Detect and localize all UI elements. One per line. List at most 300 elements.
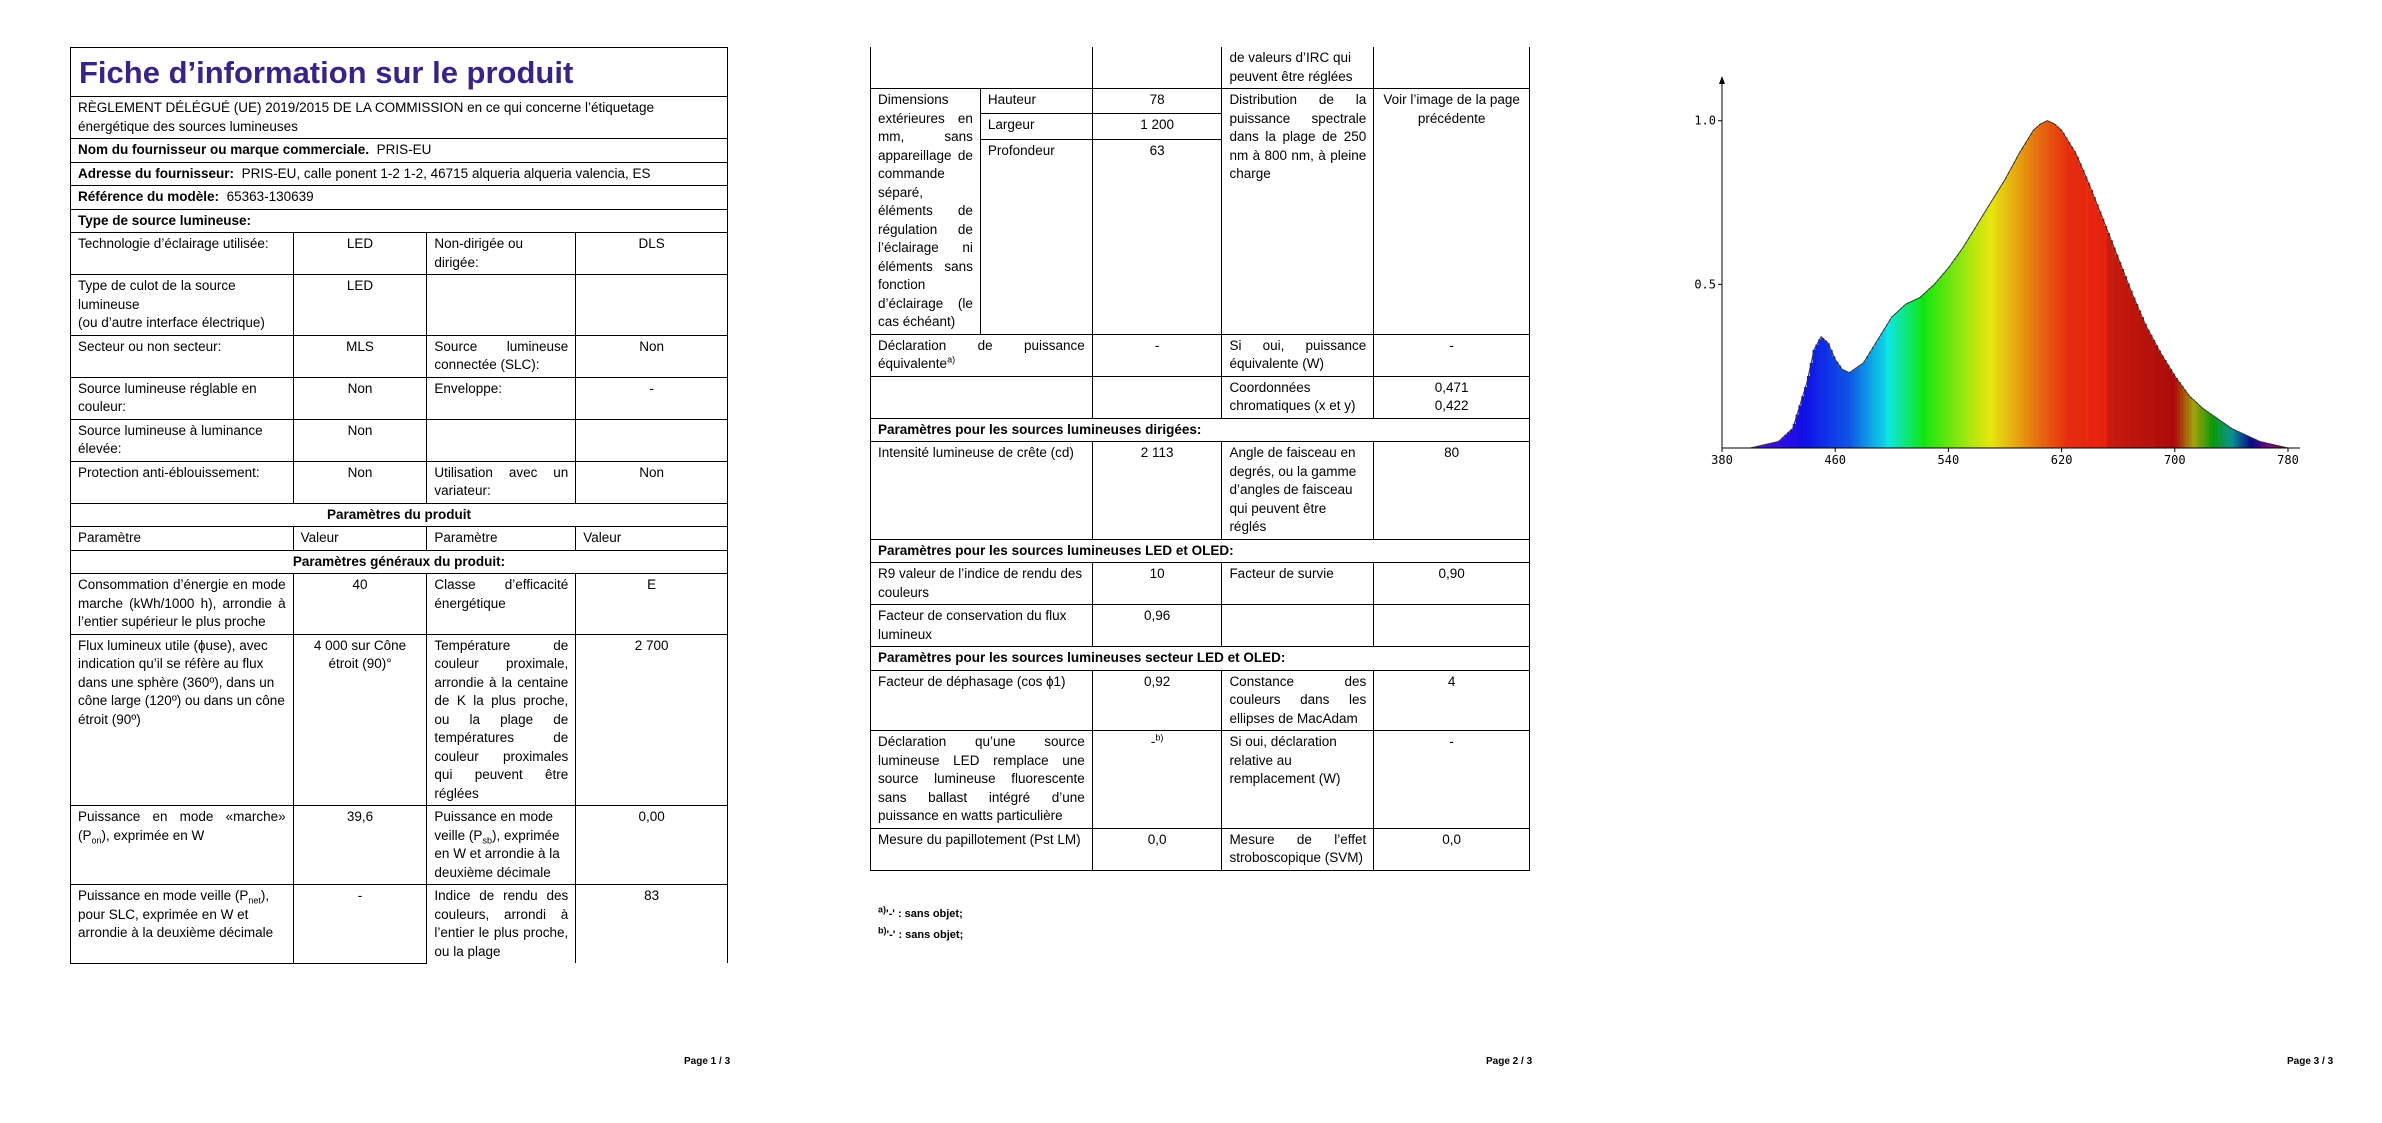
spectrum-bar — [1895, 313, 1898, 448]
spectrum-bar — [1827, 343, 1830, 448]
spectrum-bar — [1787, 432, 1790, 448]
spectrum-bar — [1835, 362, 1838, 448]
anti-glare-value: Non — [293, 461, 427, 503]
on-mode-power-label-a: Puissance en mode «marche» (P — [78, 809, 286, 843]
spectrum-bar — [1994, 196, 1997, 448]
spectrum-bar — [2246, 436, 2249, 448]
spectrum-bar — [2214, 418, 2217, 448]
spectrum-bar — [1943, 273, 1946, 448]
r9-label: R9 valeur de l’indice de rendu des couleurs — [871, 563, 1093, 605]
connected-value: Non — [576, 335, 728, 377]
empty-cell — [1222, 605, 1374, 647]
spectrum-bar — [2093, 197, 2096, 448]
spectrum-bar — [2076, 157, 2079, 448]
spectrum-bar — [1832, 356, 1835, 448]
spectrum-bar — [2234, 430, 2237, 448]
mains-label: Secteur ou non secteur: — [71, 335, 294, 377]
spectrum-bar — [1982, 214, 1985, 448]
dimmer-value: Non — [576, 461, 728, 503]
spectrum-bar — [1963, 246, 1966, 448]
standby-power-label — [427, 806, 576, 885]
on-mode-power-sub: on — [91, 835, 102, 846]
networked-standby-label — [71, 885, 294, 964]
spectrum-bar — [2115, 255, 2118, 448]
directed-heading: Paramètres pour les sources lumineuses dirigées: — [871, 418, 1530, 442]
spectrum-bar — [2107, 233, 2110, 448]
page-footer: Page 3 / 3 — [2287, 1056, 2334, 1067]
regulation-text: RÈGLEMENT DÉLÉGUÉ (UE) 2019/2015 DE LA COMMISSION en ce qui concerne l’étiquetage énergétique des sources lumineuses — [71, 97, 728, 139]
spectrum-bar — [1883, 329, 1886, 448]
footnote-b-marker: b) — [878, 925, 887, 936]
spectrum-bar — [1903, 305, 1906, 448]
page-1 — [0, 0, 794, 1123]
spectrum-bar — [1830, 350, 1833, 448]
column-header: Valeur — [293, 527, 427, 551]
spectrum-bar — [1909, 302, 1912, 448]
spectrum-bar — [1912, 301, 1915, 448]
spectrum-bar — [2087, 183, 2090, 448]
spectrum-bar — [2183, 390, 2186, 448]
width-label: Largeur — [980, 114, 1092, 139]
spectrum-bar — [2180, 386, 2183, 448]
page-footer: Page 1 / 3 — [684, 1056, 731, 1067]
tech-label: Technologie d’éclairage utilisée: — [71, 233, 294, 275]
spectrum-bar — [1931, 286, 1934, 448]
spectrum-bar — [1999, 187, 2002, 448]
general-heading: Paramètres généraux du produit: — [71, 550, 728, 574]
directed-value: DLS — [576, 233, 728, 275]
spectrum-bar — [1807, 376, 1810, 448]
energy-consumption-label: Consommation d’énergie en mode marche (kWh/1000 h), arrondie à l’entier supérieur le plus proche — [71, 574, 294, 635]
spectrum-bar — [2155, 345, 2158, 448]
on-mode-power-label-b: ), exprimée en W — [101, 827, 205, 843]
width-value: 1 200 — [1092, 114, 1222, 139]
spectrum-bar — [2019, 151, 2022, 448]
spectrum-bar — [1818, 339, 1821, 448]
lumen-maintenance-label: Facteur de conservation du flux lumineux — [871, 605, 1093, 647]
address-value: PRIS-EU, calle ponent 1-2 1-2, 46715 alqueria alqueria valencia, ES — [241, 165, 651, 181]
spectrum-bar — [1878, 338, 1881, 448]
spectrum-bar — [2158, 350, 2161, 448]
model-row — [71, 186, 728, 210]
spectrum-bar — [2161, 355, 2164, 448]
spectrum-bar — [1880, 333, 1883, 448]
spectrum-bar — [1965, 241, 1968, 448]
beam-angle-value: 80 — [1374, 442, 1530, 540]
spectrum-bar — [2189, 397, 2192, 448]
spectrum-bar — [2070, 147, 2073, 448]
spectrum-bar — [1869, 351, 1872, 448]
networked-standby-sub: net — [248, 895, 261, 906]
spectrum-bar — [1971, 232, 1974, 448]
spectrum-bar — [2248, 437, 2251, 448]
spectrum-bar — [1796, 415, 1799, 448]
spectrum-bar — [1892, 316, 1895, 448]
y-tick-label: 1.0 — [1694, 113, 1716, 128]
spectrum-bar — [2175, 378, 2178, 448]
survival-factor-label: Facteur de survie — [1222, 563, 1374, 605]
spectrum-bar — [1954, 258, 1957, 448]
r9-value: 10 — [1092, 563, 1222, 605]
spectrum-bar — [1861, 364, 1864, 448]
spectrum-bar — [2056, 127, 2059, 448]
spectrum-bar — [2067, 142, 2070, 448]
spectrum-bar — [2206, 412, 2209, 448]
spectrum-bar — [2130, 291, 2133, 448]
footnote-b-text: '-' : sans objet; — [886, 929, 964, 941]
supplier-row — [71, 139, 728, 163]
spectrum-bar — [1929, 288, 1932, 448]
spectrum-bar — [2223, 423, 2226, 448]
chromaticity-y: 0,422 — [1434, 398, 1469, 413]
spectrum-bar — [1821, 338, 1824, 448]
footnote-a-marker: a) — [878, 904, 887, 915]
x-tick-label: 780 — [2277, 453, 2299, 467]
x-tick-label: 460 — [1824, 453, 1847, 467]
cap-type-label-line2: (ou d’autre interface électrique) — [78, 315, 265, 330]
on-mode-power-label — [71, 806, 294, 885]
depth-value: 63 — [1092, 139, 1222, 334]
spectrum-bar — [2053, 124, 2056, 448]
spectrum-bar — [2016, 156, 2019, 448]
peak-intensity-value: 2 113 — [1092, 442, 1222, 540]
tech-value: LED — [293, 233, 427, 275]
empty-cell — [576, 275, 728, 336]
colour-tunable-value: Non — [293, 377, 427, 419]
footnote-b — [878, 925, 963, 945]
spectrum-bar — [1988, 205, 1991, 448]
spectrum-bar — [1886, 324, 1889, 448]
spectrum-bar — [2195, 402, 2198, 448]
spectrum-bar — [2203, 410, 2206, 448]
replacement-yes-value: - — [1374, 731, 1530, 829]
spectrum-bar — [2212, 416, 2215, 448]
x-tick-label: 380 — [1711, 453, 1733, 467]
spectral-distribution-chart — [1684, 58, 2332, 478]
empty-cell — [1374, 47, 1530, 89]
page-2 — [794, 0, 1588, 1123]
spectrum-bar — [2025, 142, 2028, 448]
column-header: Paramètre — [427, 527, 576, 551]
chromaticity-value — [1374, 376, 1530, 418]
spectrum-bar — [1798, 405, 1801, 448]
spectrum-bar — [2013, 161, 2016, 448]
spectrum-bar — [1804, 387, 1807, 448]
supplier-label: Nom du fournisseur ou marque commerciale. — [78, 142, 370, 157]
spectrum-bar — [1849, 372, 1852, 448]
spectrum-bar — [1852, 370, 1855, 448]
flicker-label: Mesure du papillotement (Pst LM) — [871, 828, 1093, 870]
spectrum-bar — [2124, 276, 2127, 448]
dimmer-label: Utilisation avec un variateur: — [427, 461, 576, 503]
standby-power-sub: sb — [482, 835, 492, 846]
equivalent-power-yes-label: Si oui, puissance équivalente (W) — [1222, 334, 1374, 376]
spectrum-bar — [1920, 296, 1923, 448]
spectrum-bar — [1847, 372, 1850, 448]
spectrum-bar — [1934, 283, 1937, 448]
cri-value: 83 — [576, 885, 728, 964]
spectrum-bar — [2132, 297, 2135, 448]
spectrum-bar — [2135, 304, 2138, 448]
spectrum-bar — [2127, 283, 2130, 448]
cct-value: 2 700 — [576, 634, 728, 806]
anti-glare-label: Protection anti-éblouissement: — [71, 461, 294, 503]
model-value: 65363-130639 — [226, 189, 314, 204]
replacement-value — [1092, 731, 1222, 829]
spectrum-bar — [2047, 121, 2050, 448]
spectrum-bar — [1815, 345, 1818, 448]
spectrum-bar — [2030, 133, 2033, 448]
spectrum-bar — [2079, 163, 2082, 448]
spectrum-bar — [1866, 356, 1869, 448]
spectrum-bar — [2231, 429, 2234, 448]
equivalent-power-value: - — [1092, 334, 1222, 376]
height-label: Hauteur — [980, 89, 1092, 114]
spectrum-bar — [1784, 435, 1787, 448]
footnote-a-text: '-' : sans objet; — [886, 908, 963, 920]
on-mode-power-value: 39,6 — [293, 806, 427, 885]
column-header: Valeur — [576, 527, 728, 551]
chromaticity-x: 0,471 — [1434, 379, 1469, 395]
spectrum-bar — [1858, 366, 1861, 448]
directed-label: Non-dirigée ou dirigée: — [427, 233, 576, 275]
spectrum-bar — [2104, 226, 2107, 448]
useful-flux-value: 4 000 sur Cône étroit (90)° — [293, 634, 427, 806]
spectrum-bar — [1977, 223, 1980, 448]
spectrum-bar — [1960, 250, 1963, 448]
spectrum-bar — [2033, 129, 2036, 448]
empty-cell — [427, 275, 576, 336]
spectrum-bar — [1923, 294, 1926, 448]
spectrum-bar — [1926, 291, 1929, 448]
spectrum-bar — [1810, 363, 1813, 448]
spectrum-bar — [2178, 382, 2181, 448]
spectrum-bar — [1917, 298, 1920, 448]
standby-power-value: 0,00 — [576, 806, 728, 885]
page-footer: Page 2 / 3 — [1486, 1056, 1533, 1067]
product-info-table — [70, 47, 728, 964]
x-tick-label: 620 — [2050, 453, 2073, 467]
spectrum-bar — [2251, 438, 2254, 448]
flicker-value: 0,0 — [1092, 828, 1222, 870]
depth-label: Profondeur — [980, 139, 1092, 334]
spectrum-bar — [1991, 200, 1994, 448]
spectrum-bar — [2237, 432, 2240, 448]
networked-standby-label-a: Puissance en mode veille (P — [78, 888, 249, 903]
spectrum-bar — [1985, 209, 1988, 448]
footnote-a — [878, 904, 963, 924]
spectrum-bar — [1776, 442, 1779, 448]
spectrum-bar — [1824, 341, 1827, 448]
efficiency-class-value: E — [576, 574, 728, 635]
envelope-value: - — [576, 377, 728, 419]
cct-label: Température de couleur proximale, arrondie à la centaine de K la plus proche, ou la plage de températures de couleur proximales qui peuvent être réglées — [427, 634, 576, 806]
supplier-value: PRIS-EU — [376, 142, 432, 157]
spectrum-bar — [1864, 361, 1867, 448]
mains-value: MLS — [293, 335, 427, 377]
spectrum-bar — [2064, 137, 2067, 448]
survival-factor-value: 0,90 — [1374, 563, 1530, 605]
spectrum-bar — [2243, 434, 2246, 448]
macadam-value: 4 — [1374, 670, 1530, 731]
spectrum-bar — [2186, 394, 2189, 448]
model-label: Référence du modèle: — [78, 189, 220, 204]
spectrum-bar — [2062, 133, 2065, 448]
address-label: Adresse du fournisseur: — [78, 165, 235, 181]
spectrum-bar — [2141, 317, 2144, 448]
spectrum-bar — [1872, 347, 1875, 448]
params-heading: Paramètres du produit — [71, 503, 728, 527]
dimensions-label: Dimensions extérieures en mm, sans appareillage de commande séparé, éléments de régulation de l’éclairage ni éléments sans fonction d’éclairage (le cas échéant) — [871, 89, 981, 335]
page-3 — [1588, 0, 2382, 1123]
useful-flux-label: Flux lumineux utile (ɸuse), avec indication qu’il se réfère au flux dans une sphère (360º), dans un cône large (120º) ou dans un cône étroit (90º) — [71, 634, 294, 806]
spectrum-bar — [2220, 421, 2223, 448]
spectrum-bar — [2217, 420, 2220, 448]
spectrum-bar — [1897, 311, 1900, 448]
footnote-ref: b) — [1155, 732, 1164, 743]
standby-power-label-b: ), exprimée en W et arrondie à la deuxième décimale — [434, 827, 560, 880]
spectrum-bar — [2008, 172, 2011, 448]
spectrum-bar — [2039, 124, 2042, 448]
cap-type-value: LED — [293, 275, 427, 336]
spectrum-bar — [2121, 269, 2124, 448]
address-row — [71, 162, 728, 186]
spectrum-bar — [1957, 254, 1960, 448]
spectrum-bar — [2240, 433, 2243, 448]
empty-cell — [871, 376, 1093, 418]
stroboscopic-value: 0,0 — [1374, 828, 1530, 870]
empty-cell — [1092, 47, 1222, 89]
spectrum-bar — [1937, 279, 1940, 448]
peak-intensity-label: Intensité lumineuse de crête (cd) — [871, 442, 1093, 540]
spectrum-bar — [1875, 342, 1878, 448]
x-tick-label: 540 — [1937, 453, 1960, 467]
equivalent-power-text: Déclaration de puissance équivalente — [878, 337, 1085, 371]
macadam-label: Constance des couleurs dans les ellipses de MacAdam — [1222, 670, 1374, 731]
led-heading: Paramètres pour les sources lumineuses LED et OLED: — [871, 539, 1530, 563]
spectrum-bar — [2101, 219, 2104, 448]
spectrum-bar — [1838, 366, 1841, 448]
spectrum-bar — [2059, 129, 2062, 448]
spectrum-bar — [2113, 247, 2116, 448]
networked-standby-label-b: ), pour SLC, exprimée en W et arrondie à la deuxième décimale — [78, 888, 274, 940]
replacement-label: Déclaration qu’une source lumineuse LED remplace une source lumineuse fluorescente sans ballast intégré d’une puissance en watts particulière — [871, 731, 1093, 829]
spectrum-bar — [1900, 308, 1903, 448]
spectrum-bar — [2028, 137, 2031, 448]
spectrum-bar — [2118, 262, 2121, 448]
spectrum-bar — [2152, 340, 2155, 448]
cri-label-continued: de valeurs d’IRC qui peuvent être réglées — [1222, 47, 1374, 89]
product-info-table-continued — [870, 47, 1530, 871]
stroboscopic-label: Mesure de l’effet stroboscopique (SVM) — [1222, 828, 1374, 870]
spectrum-bar — [1801, 396, 1804, 448]
spectrum-bar — [1980, 219, 1983, 448]
equivalent-power-label — [871, 334, 1093, 376]
spd-label: Distribution de la puissance spectrale dans la plage de 250 nm à 800 nm, à pleine charge — [1222, 89, 1374, 335]
spectrum-bar — [2090, 190, 2093, 448]
spectrum-bar — [2050, 123, 2053, 448]
empty-cell — [1374, 605, 1530, 647]
spd-value: Voir l’image de la page précédente — [1374, 89, 1530, 335]
spectrum-bar — [1968, 237, 1971, 448]
cap-type-label — [71, 275, 294, 336]
spectrum-bar — [1790, 430, 1793, 448]
empty-cell — [1092, 376, 1222, 418]
spectrum-bar — [1997, 191, 2000, 448]
empty-cell — [871, 47, 1093, 89]
spectrum-bar — [2197, 405, 2200, 448]
power-factor-value: 0,92 — [1092, 670, 1222, 731]
spectrum-bar — [2226, 425, 2229, 448]
spectrum-bar — [2149, 335, 2152, 448]
spectrum-bar — [2260, 442, 2263, 448]
spectrum-bar — [2172, 374, 2175, 448]
spectrum-bar — [1906, 303, 1909, 448]
equivalent-power-yes-value: - — [1374, 334, 1530, 376]
standby-power-label-a: Puissance en mode veille (P — [434, 809, 553, 843]
high-luminance-value: Non — [293, 419, 427, 461]
spectrum-bar — [2163, 360, 2166, 448]
empty-cell — [427, 419, 576, 461]
spectrum-bar — [2169, 369, 2172, 448]
spectrum-bar — [1841, 369, 1844, 448]
spectrum-bar — [2147, 330, 2150, 448]
spectrum-bar — [1946, 270, 1949, 448]
spectrum-bar — [2209, 414, 2212, 448]
high-luminance-label: Source lumineuse à luminance élevée: — [71, 419, 294, 461]
spectrum-bar — [2042, 123, 2045, 448]
cap-type-label-line1: Type de culot de la source lumineuse — [78, 278, 236, 312]
spectrum-bar — [1813, 350, 1816, 448]
source-type-heading: Type de source lumineuse: — [71, 209, 728, 233]
spectrum-bar — [2200, 407, 2203, 448]
spectrum-bar — [1940, 276, 1943, 448]
replacement-value-text: - — [1150, 734, 1156, 749]
chromaticity-label: Coordonnées chromatiques (x et y) — [1222, 376, 1374, 418]
spectrum-bar — [2144, 324, 2147, 448]
spectrum-bar — [1844, 371, 1847, 448]
energy-consumption-value: 40 — [293, 574, 427, 635]
spectrum-bar — [1951, 262, 1954, 448]
spectrum-bar — [2192, 400, 2195, 448]
spectrum-bar — [2002, 182, 2005, 448]
spectrum-bar — [2138, 311, 2141, 448]
lumen-maintenance-value: 0,96 — [1092, 605, 1222, 647]
spectrum-bar — [2110, 240, 2113, 448]
y-tick-label: 0.5 — [1694, 277, 1716, 292]
networked-standby-value: - — [293, 885, 427, 964]
spectrum-bar — [2166, 365, 2169, 448]
spectrum-bar — [1974, 228, 1977, 448]
spectrum-bar — [2263, 442, 2266, 448]
page-title: Fiche d’information sur le produit — [71, 48, 728, 97]
colour-tunable-label: Source lumineuse réglable en couleur: — [71, 377, 294, 419]
connected-label: Source lumineuse connectée (SLC): — [427, 335, 576, 377]
spectrum-bar — [1948, 266, 1951, 448]
spectrum-bar — [2036, 127, 2039, 448]
footnote-ref: a) — [947, 354, 956, 365]
spectrum-bar — [2096, 204, 2099, 448]
spectrum-bar — [2011, 167, 2014, 448]
spectrum-bar — [2098, 211, 2101, 448]
spectrum-bar — [2022, 147, 2025, 448]
spectrum-bar — [1914, 299, 1917, 448]
spectrum-bar — [1773, 442, 1776, 448]
spectrum-bar — [2073, 151, 2076, 448]
column-header: Paramètre — [71, 527, 294, 551]
spectrum-bar — [1889, 319, 1892, 448]
mains-led-heading: Paramètres pour les sources lumineuses secteur LED et OLED: — [871, 647, 1530, 671]
